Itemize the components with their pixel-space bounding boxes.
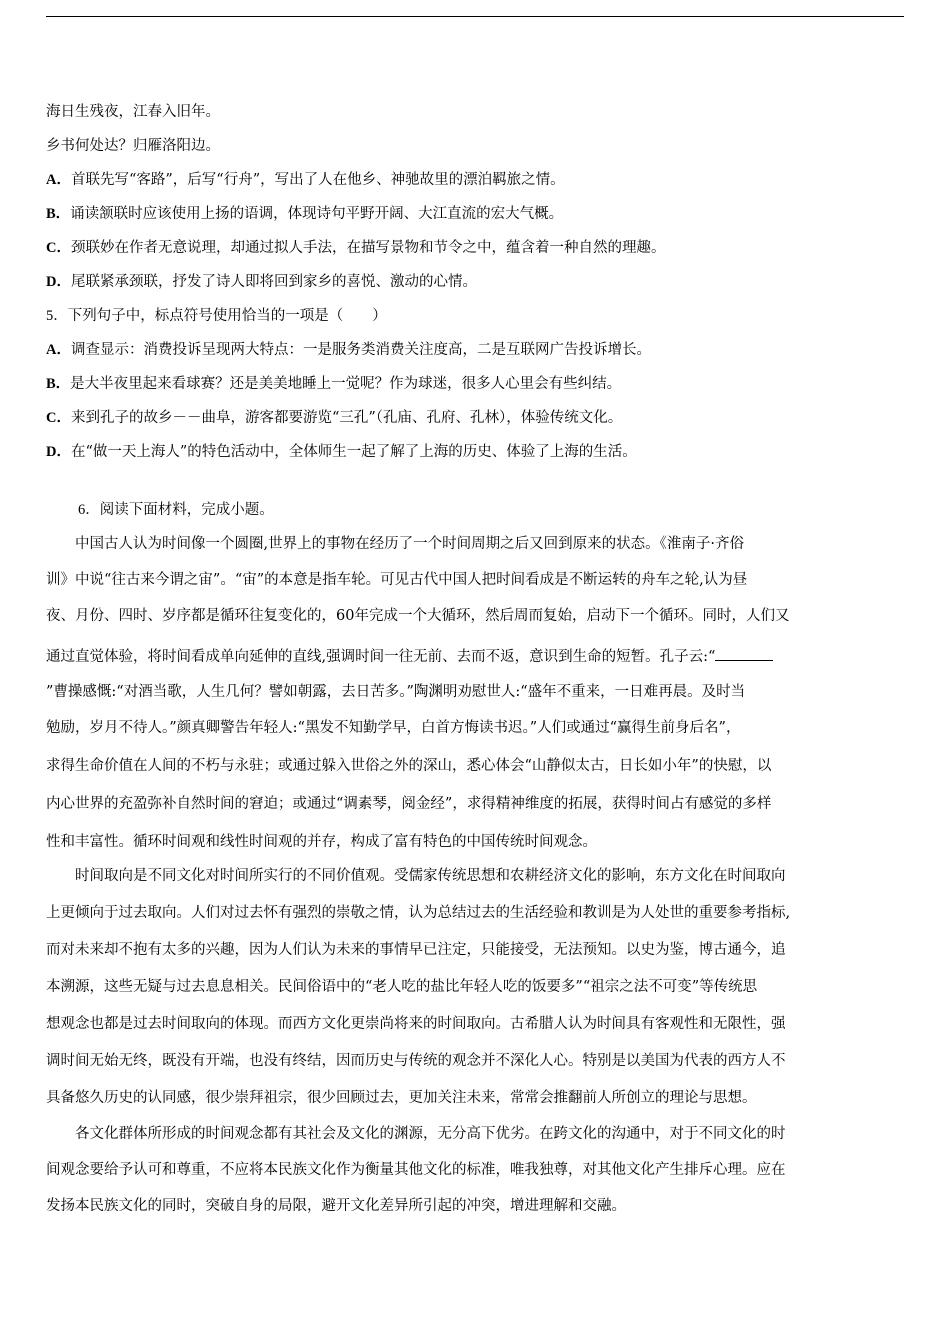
passage-line: 求得生命价值在人间的不朽与永驻；或通过躲入世俗之外的深山，悉心体会“山静似太古，日长如小年”的快慰，以 — [46, 758, 772, 774]
q4-option-c — [46, 238, 906, 258]
option-letter: B． — [46, 376, 71, 392]
question-text: 阅读下面材料，完成小题。 — [99, 502, 274, 518]
passage-line: 想观念也都是过去时间取向的体现。而西方文化更崇尚将来的时间取向。古希腊人认为时间具有客观性和无限性，强 — [46, 1016, 786, 1032]
q4-option-a — [46, 170, 906, 190]
passage-line-with-blank — [46, 646, 906, 667]
header-rule — [46, 16, 904, 17]
passage-line: 各文化群体所形成的时间观念都有其社会及文化的渊源，无分高下优劣。在跨文化的沟通中，对于不同文化的时 — [46, 1126, 786, 1142]
option-text: 在“做一天上海人”的特色活动中，全体师生一起了解了上海的历史、体验了上海的生活。 — [70, 444, 637, 460]
option-letter: C． — [46, 240, 71, 256]
option-letter: B． — [46, 206, 71, 222]
option-text: 首联先写“客路”，后写“行舟”，写出了人在他乡、神驰故里的漂泊羁旅之情。 — [70, 172, 565, 188]
option-letter: A． — [46, 172, 71, 188]
question-number: 6． — [78, 502, 100, 518]
passage-line: 间观念要给予认可和尊重，不应将本民族文化作为衡量其他文化的标准，唯我独尊，对其他文化产生排斥心理。应在 — [46, 1162, 786, 1178]
q5-option-c — [46, 408, 906, 428]
passage-line: 发扬本民族文化的同时，突破自身的局限，避开文化差异所引起的冲突，增进理解和交融。 — [46, 1198, 626, 1214]
option-text: 来到孔子的故乡－－曲阜，游客都要游览“三孔”（孔庙、孔府、孔林），体验传统文化。 — [70, 410, 623, 426]
option-letter: A． — [46, 342, 71, 358]
option-text: 诵读颔联时应该使用上扬的语调，体现诗句平野开阔、大江直流的宏大气概。 — [70, 206, 564, 222]
passage-line: 上更倾向于过去取向。人们对过去怀有强烈的崇敬之情，认为总结过去的生活经验和教训是为人处世的重要参考指标, — [46, 905, 791, 921]
passage-line: 夜、月份、四时、岁序都是循环往复变化的，60年完成一个大循环，然后周而复始，启动下一个循环。同时，人们又 — [46, 608, 790, 624]
passage-line: 中国古人认为时间像一个圆圈,世界上的事物在经历了一个时间周期之后又回到原来的状态。《淮南子·齐俗 — [46, 536, 744, 552]
poem-line-2: 乡书何处达？归雁洛阳边。 — [46, 138, 220, 154]
passage-text: 通过直觉体验，将时间看成单向延伸的直线,强调时间一往无前、去而不返，意识到生命的短暂。孔子云:“ — [46, 649, 716, 665]
passage-line: 性和丰富性。循环时间观和线性时间观的并存，构成了富有特色的中国传统时间观念。 — [46, 834, 597, 850]
option-text: 颈联妙在作者无意说理，却通过拟人手法，在描写景物和节令之中，蕴含着一种自然的理趣。 — [70, 240, 666, 256]
passage-line: 调时间无始无终，既没有开端，也没有终结，因而历史与传统的观念并不深化人心。特别是以美国为代表的西方人不 — [46, 1053, 786, 1069]
question-text: 下列句子中，标点符号使用恰当的一项是（ ） — [67, 308, 387, 324]
passage-line: 时间取向是不同文化对时间所实行的不同价值观。受儒家传统思想和农耕经济文化的影响，东方文化在时间取向 — [46, 868, 786, 884]
passage-line: 具备悠久历史的认同感，很少崇拜祖宗，很少回顾过去，更加关注未来，常常会推翻前人所创立的理论与思想。 — [46, 1090, 757, 1106]
passage-line: 训》中说“往古来今谓之宙”。“宙”的本意是指车轮。可见古代中国人把时间看成是不断运转的舟车之轮,认为昼 — [46, 572, 748, 588]
passage-line: 内心世界的充盈弥补自然时间的窘迫；或通过“调素琴，阅金经”，求得精神维度的拓展，获得时间占有感觉的多样 — [46, 796, 772, 812]
option-letter: D． — [46, 274, 71, 290]
q4-option-b — [46, 204, 906, 224]
q6-stem — [78, 500, 938, 520]
fill-in-blank — [715, 646, 773, 661]
option-letter: C． — [46, 410, 71, 426]
q5-option-a — [46, 340, 906, 360]
option-text: 尾联紧承颈联，抒发了诗人即将回到家乡的喜悦、激动的心情。 — [70, 274, 477, 290]
poem-line-1: 海日生残夜，江春入旧年。 — [46, 104, 220, 120]
option-text: 调查显示：消费投诉呈现两大特点：一是服务类消费关注度高，二是互联网广告投诉增长。 — [70, 342, 651, 358]
passage-line: ”曹操感慨:“对酒当歌，人生几何？譬如朝露，去日苦多。”陶渊明劝慰世人:“盛年不重来，一日难再晨。及时当 — [46, 684, 746, 700]
option-text: 是大半夜里起来看球赛？还是美美地睡上一觉呢？作为球迷，很多人心里会有些纠结。 — [70, 376, 622, 392]
q5-stem — [46, 306, 906, 326]
passage-line: 而对未来却不抱有太多的兴趣，因为人们认为未来的事情早已注定，只能接受，无法预知。以史为鉴，博古通今，追 — [46, 942, 786, 958]
q5-option-b — [46, 374, 906, 394]
passage-line: 勉励，岁月不待人。”颜真卿警告年轻人:“黑发不知勤学早，白首方悔读书迟。”人们或通过“赢得生前身后名”， — [46, 720, 741, 736]
passage-line: 本溯源，这些无疑与过去息息相关。民间俗语中的“老人吃的盐比年轻人吃的饭要多”“祖宗之法不可变”等传统思 — [46, 979, 758, 995]
q4-option-d — [46, 272, 906, 292]
q5-option-d — [46, 442, 906, 462]
option-letter: D． — [46, 444, 71, 460]
question-number: 5． — [46, 308, 68, 324]
